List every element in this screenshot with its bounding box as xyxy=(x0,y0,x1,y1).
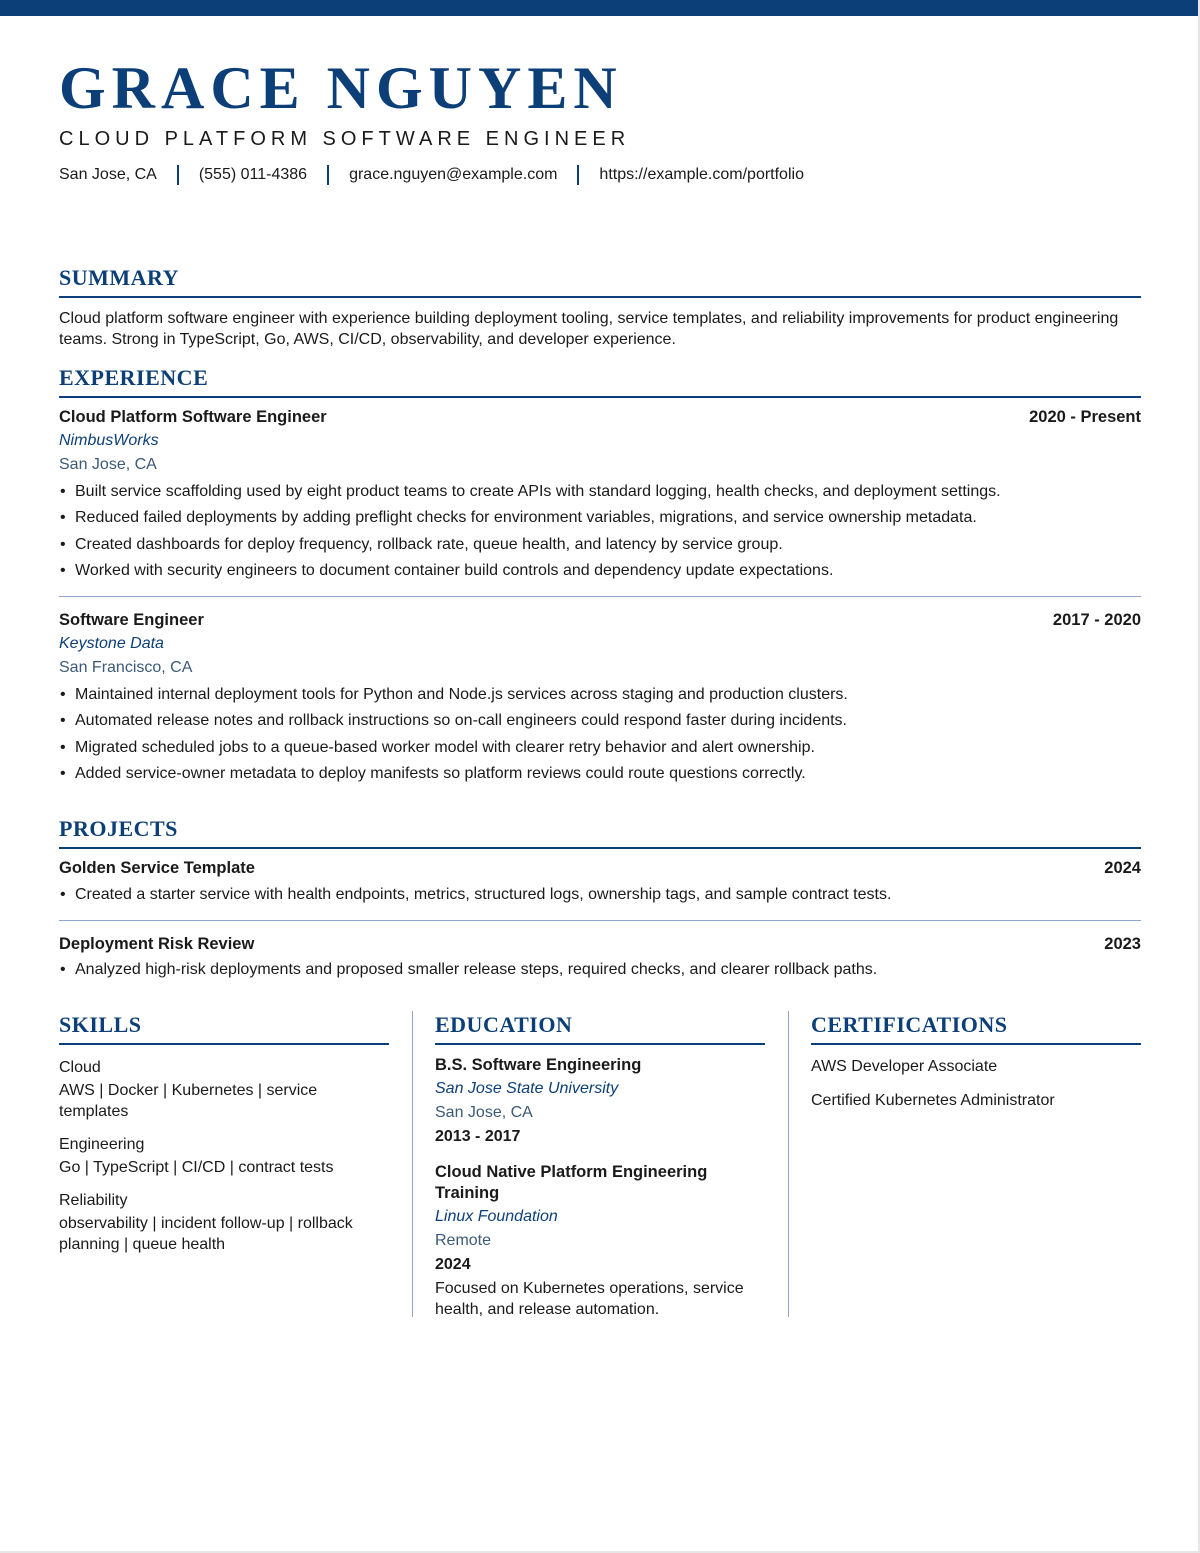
job-location: San Francisco, CA xyxy=(59,659,193,676)
job-bullet: • Maintained internal deployment tools for Python and Node.js services across staging and production clusters. xyxy=(59,684,1141,706)
job-bullet: • Built service scaffolding used by eight product teams to create APIs with standard logging, health checks, and deployment settings. xyxy=(59,481,1141,503)
certification-item: Certified Kubernetes Administrator xyxy=(811,1092,1055,1109)
contact-location: San Jose, CA xyxy=(59,166,157,183)
column-divider xyxy=(788,1011,789,1317)
skill-items: AWS | Docker | Kubernetes | service templates xyxy=(59,1082,318,1120)
contact-separator xyxy=(177,165,179,185)
project-name: Golden Service Template xyxy=(59,859,255,877)
job-title: Software Engineer xyxy=(59,611,204,629)
experience-entry xyxy=(59,406,1141,582)
job-bullet: • Worked with security engineers to document container build controls and dependency update expectations. xyxy=(59,560,1141,582)
skill-category: Cloud xyxy=(59,1059,101,1076)
project-year: 2023 xyxy=(1104,934,1141,953)
project-bullet: • Analyzed high-risk deployments and proposed smaller release steps, required checks, and clearer rollback paths. xyxy=(59,959,1141,981)
education-location: Remote xyxy=(435,1232,492,1249)
job-bullets xyxy=(59,481,1141,583)
skills-heading: SKILLS xyxy=(59,1011,389,1045)
bottom-columns xyxy=(59,1011,1141,1320)
skill-category: Engineering xyxy=(59,1136,145,1153)
project-bullet: • Created a starter service with health endpoints, metrics, structured logs, ownership tags, and sample contract tests. xyxy=(59,884,1141,906)
job-dates: 2020 - Present xyxy=(1029,408,1141,426)
education-heading: EDUCATION xyxy=(435,1011,765,1045)
experience-heading: EXPERIENCE xyxy=(59,364,1141,398)
job-bullet: • Automated release notes and rollback instructions so on-call engineers could respond faster during incidents. xyxy=(59,710,1141,732)
job-dates: 2017 - 2020 xyxy=(1052,611,1141,629)
project-year: 2024 xyxy=(1104,859,1141,877)
skill-items: observability | incident follow-up | rollback planning | queue health xyxy=(59,1215,353,1253)
job-location: San Jose, CA xyxy=(59,456,157,473)
contact-website[interactable]: https://example.com/portfolio xyxy=(599,166,804,183)
resume-header xyxy=(59,54,1141,186)
column-divider xyxy=(412,1011,413,1317)
skill-group xyxy=(59,1057,389,1122)
job-company: NimbusWorks xyxy=(59,432,159,449)
candidate-name: GRACE NGUYEN xyxy=(59,55,623,121)
candidate-title: CLOUD PLATFORM SOFTWARE ENGINEER xyxy=(59,128,631,150)
project-entry xyxy=(59,933,1141,982)
skill-group xyxy=(59,1190,389,1255)
contact-email[interactable]: grace.nguyen@example.com xyxy=(349,166,558,183)
contact-line xyxy=(59,164,1141,186)
skill-category: Reliability xyxy=(59,1192,128,1209)
education-location: San Jose, CA xyxy=(435,1104,533,1121)
entry-divider xyxy=(59,596,1141,597)
education-dates: 2024 xyxy=(435,1256,471,1273)
project-bullets xyxy=(59,959,1141,981)
certifications-heading: CERTIFICATIONS xyxy=(811,1011,1141,1045)
job-bullet: • Migrated scheduled jobs to a queue-based worker model with clearer retry behavior and alert ownership. xyxy=(59,737,1141,759)
certification-item: AWS Developer Associate xyxy=(811,1058,998,1075)
education-entry xyxy=(435,1162,765,1320)
contact-phone[interactable]: (555) 011-4386 xyxy=(198,166,308,183)
certifications-column xyxy=(811,1011,1141,1320)
education-column xyxy=(435,1011,765,1320)
skill-group xyxy=(59,1134,389,1178)
job-title: Cloud Platform Software Engineer xyxy=(59,408,327,426)
education-description: Focused on Kubernetes operations, service health, and release automation. xyxy=(435,1280,744,1318)
job-company: Keystone Data xyxy=(59,635,164,652)
job-bullet: • Created dashboards for deploy frequency, rollback rate, queue health, and latency by service group. xyxy=(59,534,1141,556)
skill-items: Go | TypeScript | CI/CD | contract tests xyxy=(59,1159,334,1176)
resume-page xyxy=(59,16,1141,1320)
projects-heading: PROJECTS xyxy=(59,815,1141,849)
contact-separator xyxy=(577,165,579,185)
education-dates: 2013 - 2017 xyxy=(435,1128,521,1145)
project-entry xyxy=(59,857,1141,906)
job-bullet: • Added service-owner metadata to deploy manifests so platform reviews could route questions correctly. xyxy=(59,763,1141,785)
project-bullets xyxy=(59,884,1141,906)
education-degree: B.S. Software Engineering xyxy=(435,1056,642,1074)
top-accent-bar xyxy=(0,0,1200,16)
education-degree: Cloud Native Platform Engineering Training xyxy=(435,1163,708,1202)
entry-divider xyxy=(59,920,1141,921)
education-entry xyxy=(435,1055,765,1148)
experience-entry xyxy=(59,609,1141,785)
education-school: San Jose State University xyxy=(435,1080,619,1097)
skills-column xyxy=(59,1011,389,1320)
education-school: Linux Foundation xyxy=(435,1208,558,1225)
project-name: Deployment Risk Review xyxy=(59,934,255,953)
job-bullet: • Reduced failed deployments by adding preflight checks for environment variables, migrations, and service ownership metadata. xyxy=(59,507,1141,529)
summary-text: Cloud platform software engineer with experience building deployment tooling, service templates, and reliability improvements for product engineering teams. Strong in TypeScript, Go, AWS, CI/CD, observability, and developer experience. xyxy=(59,310,1119,348)
summary-heading: SUMMARY xyxy=(59,264,1141,298)
job-bullets xyxy=(59,684,1141,786)
contact-separator xyxy=(327,165,329,185)
